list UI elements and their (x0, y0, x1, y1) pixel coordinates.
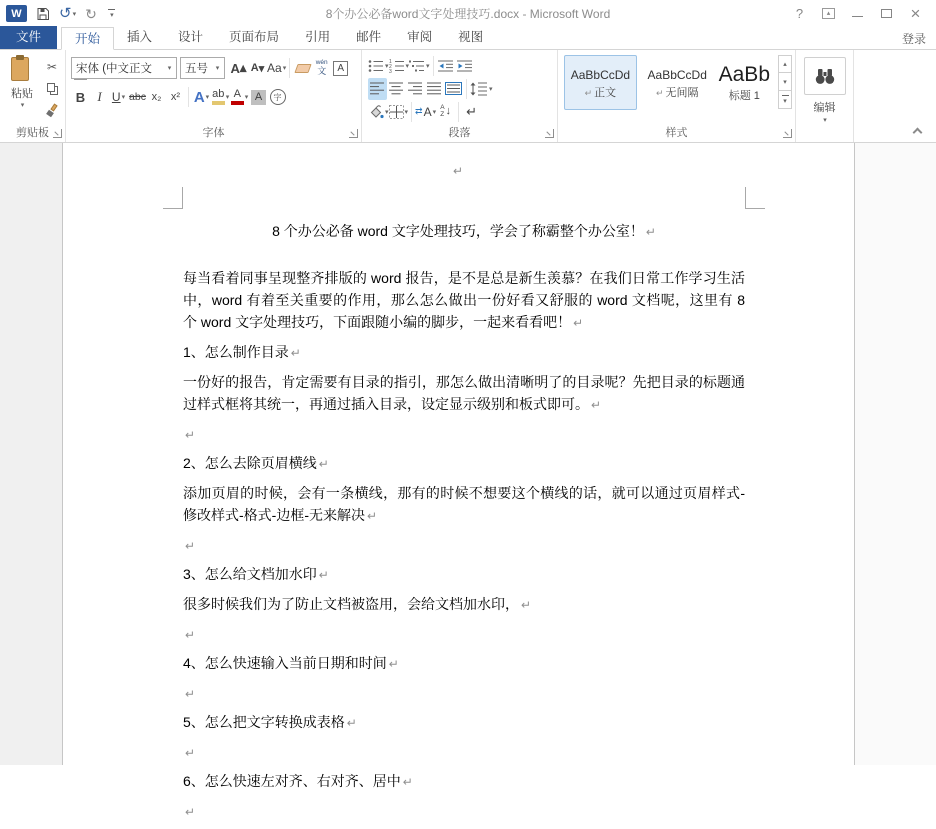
paragraph[interactable]: 1、怎么制作目录 ↵ (183, 344, 301, 360)
paragraph[interactable] (183, 741, 745, 763)
font-size-dropdown-icon: ▾ (215, 65, 220, 72)
paragraph-mark-icon: ↵ (290, 346, 301, 360)
paragraph-dialog-launcher[interactable] (545, 129, 554, 138)
font-group (66, 50, 362, 142)
styles-gallery-scroll (778, 55, 792, 110)
style-name: 正文 (594, 86, 617, 99)
paragraph[interactable]: 很多时候我们为了防止文档被盗用，会给文档加水印， ↵ (183, 596, 532, 612)
justify-icon (427, 82, 442, 95)
ribbon-display-icon: ▴ (822, 8, 835, 19)
borders-button[interactable]: ▾ (389, 101, 409, 123)
font-name-combobox[interactable] (71, 57, 177, 79)
tab-view[interactable]: 视图 (458, 30, 484, 44)
paragraph-mark-icon: ↵ (185, 428, 196, 442)
superscript-button[interactable] (166, 86, 185, 108)
align-left-icon (370, 82, 385, 95)
customize-qat-icon (108, 9, 115, 10)
numbering-button[interactable]: 1 2 3 ▾ (388, 58, 410, 75)
character-border-button[interactable] (331, 57, 350, 79)
cut-button[interactable] (42, 57, 62, 76)
save-icon (36, 7, 50, 21)
subscript-button[interactable] (147, 86, 166, 108)
save-button[interactable] (36, 7, 50, 21)
character-shading-button[interactable] (249, 86, 268, 108)
paragraph-mark-icon: ↵ (318, 568, 329, 582)
line-spacing-icon (470, 82, 488, 96)
tab-design[interactable]: 设计 (178, 30, 204, 44)
increase-indent-button[interactable] (456, 55, 475, 77)
font-name-dropdown-icon: ▾ (167, 65, 172, 72)
text-effects-icon: A (193, 88, 205, 106)
shrink-font-button[interactable]: A ▾ (250, 62, 265, 75)
canvas-left-margin (0, 143, 63, 765)
undo-icon: ↺ (59, 5, 72, 22)
paste-dropdown-icon: ▾ (20, 102, 25, 109)
find-button[interactable] (804, 57, 846, 95)
sign-in-link[interactable]: 登录 (901, 32, 926, 46)
collapse-ribbon-icon (913, 128, 923, 138)
paragraph[interactable] (183, 682, 745, 704)
show-hide-marks-button[interactable] (462, 101, 481, 123)
paragraph-mark-icon: ↵ (185, 539, 196, 553)
paragraph-mark-icon: ↵ (346, 716, 357, 730)
tab-mailings[interactable]: 邮件 (356, 30, 382, 44)
align-center-button[interactable] (387, 78, 406, 100)
ribbon (0, 50, 936, 143)
strikethrough-icon: abc (129, 91, 146, 103)
style-no-spacing[interactable]: AaBbCcDd ↵ 无间隔 (641, 55, 714, 110)
undo-button[interactable] (59, 6, 76, 21)
paragraph-mark-icon: ↵ (185, 628, 196, 642)
font-group-label: 字体 (202, 127, 225, 139)
clipboard-group (0, 50, 66, 142)
bullets-icon (368, 59, 384, 73)
line-spacing-button[interactable]: ▾ (470, 78, 493, 100)
window-controls (785, 0, 930, 27)
italic-icon: I (97, 89, 102, 104)
paragraph-mark-icon: ↵ (591, 398, 602, 412)
copy-icon (47, 83, 58, 95)
align-right-button[interactable] (406, 78, 425, 100)
binoculars-icon (814, 67, 836, 85)
styles-gallery-more-button[interactable]: ▾ (778, 91, 792, 109)
decrease-indent-icon (438, 60, 454, 72)
margin-crop-mark-top-right (745, 187, 765, 209)
styles-scroll-down-button[interactable]: ▾ (778, 73, 792, 91)
paragraph-mark-icon: ↵ (388, 657, 399, 671)
phonetic-guide-button[interactable] (312, 57, 331, 79)
linked-style-icon: ↵ (655, 87, 664, 98)
underline-button[interactable]: U ▾ (111, 90, 126, 104)
paragraph[interactable] (183, 534, 745, 556)
format-painter-icon (46, 104, 58, 117)
paragraph-mark-icon: ↵ (185, 687, 196, 701)
paragraph-mark-icon: ↵ (185, 746, 196, 760)
paragraph-group-label: 段落 (448, 127, 471, 139)
quick-access-toolbar (0, 5, 115, 22)
paragraph-mark-icon: ↵ (367, 509, 378, 523)
help-button[interactable] (785, 0, 814, 27)
sort-icon: A Z ↓ (440, 104, 452, 118)
paragraph[interactable]: 每当看着同事呈现整齐排版的 word 报告，是不是总是新生羡慕？在我们日常工作学习生活中，word 有着至关重要的作用，那么怎么做出一份好看又舒服的 word 文档呢，这里有 8 个 word 文字处理技巧，下面跟随小编的脚步，一起来看看吧！ ↵ (183, 270, 745, 330)
font-dialog-launcher[interactable] (349, 129, 358, 138)
paragraph[interactable]: 6、怎么快速左对齐、右对齐、居中 ↵ (183, 773, 413, 789)
paragraph-group (362, 50, 558, 142)
styles-scroll-up-button[interactable]: ▴ (778, 55, 792, 73)
align-center-icon (389, 82, 404, 95)
paragraph-mark-icon: ↵ (521, 598, 532, 612)
multilevel-list-icon (409, 59, 425, 73)
title-bar (0, 0, 936, 27)
paragraph[interactable] (183, 623, 745, 645)
tab-references[interactable]: 引用 (305, 30, 331, 44)
paragraph-mark-icon: ↵ (466, 103, 478, 119)
numbering-icon (389, 59, 405, 73)
ribbon-tab-bar (0, 27, 936, 50)
style-normal[interactable]: AaBbCcDd ↵ 正文 (564, 55, 637, 110)
help-icon: ? (795, 6, 804, 21)
superscript-icon: x² (170, 91, 181, 103)
svg-text:2: 2 (388, 63, 392, 70)
word-logo-icon[interactable]: W (6, 5, 27, 22)
shrink-font-icon: A (250, 62, 259, 74)
justify-button[interactable] (425, 78, 444, 100)
minimize-button[interactable] (843, 0, 872, 27)
clipboard-group-label: 剪贴板 (16, 127, 49, 139)
asian-layout-icon: ⇄ A (415, 104, 432, 119)
bullets-button[interactable]: ▾ (368, 55, 389, 77)
collapse-ribbon-button[interactable] (914, 127, 922, 135)
style-name: 标题 1 (728, 89, 760, 102)
highlight-button[interactable]: ab ▾ (211, 86, 230, 108)
clear-formatting-button[interactable] (293, 57, 312, 79)
character-border-icon: A (333, 61, 348, 76)
tab-file[interactable]: 文件 (0, 26, 57, 49)
decrease-indent-button[interactable] (437, 55, 456, 77)
bold-button[interactable] (71, 86, 90, 108)
tab-home[interactable]: 开始 (61, 27, 114, 50)
subscript-icon: x₂ (151, 91, 162, 103)
paragraph[interactable]: 3、怎么给文档加水印 ↵ (183, 566, 329, 582)
editing-group (796, 50, 854, 142)
paragraph[interactable]: 一份好的报告，肯定需要有目录的指引，那怎么做出清晰明了的目录呢？先把目录的标题通过样式框将其统一，再通过插入目录，设定显示级别和板式即可。 ↵ (183, 374, 745, 412)
paragraph-mark-icon: ↵ (402, 775, 413, 789)
shading-button[interactable]: ▾ (368, 101, 389, 123)
redo-icon: ↻ (85, 5, 97, 22)
strikethrough-button[interactable] (128, 86, 147, 108)
distribute-icon (445, 82, 462, 95)
margin-crop-mark-top-left (163, 187, 183, 209)
window-title: 8个办公必备word文字处理技巧.docx - Microsoft Word (325, 7, 611, 21)
close-button[interactable] (901, 0, 930, 27)
document-title-paragraph[interactable]: 8 个办公必备 word 文字处理技巧，学会了称霸整个办公室！ ↵ (272, 223, 656, 239)
paste-label: 粘贴 (11, 88, 33, 100)
format-painter-button[interactable] (42, 101, 62, 120)
paragraph[interactable]: 5、怎么把文字转换成表格 ↵ (183, 714, 357, 730)
enclose-characters-button[interactable] (268, 86, 287, 108)
paragraph-mark-icon: ↵ (453, 164, 464, 178)
font-color-icon: A (231, 89, 244, 105)
styles-group (558, 50, 796, 142)
enclose-characters-icon: 字 (270, 89, 286, 105)
borders-icon (389, 105, 404, 119)
maximize-icon (881, 9, 892, 18)
paste-clipboard-icon (11, 55, 33, 82)
increase-indent-icon (457, 60, 473, 72)
style-name: 无间隔 (665, 86, 699, 99)
style-heading-1[interactable]: AaBb 标题 1 (718, 55, 771, 110)
shading-bucket-icon (368, 105, 384, 119)
phonetic-guide-icon: wén 文 (315, 59, 328, 76)
maximize-button[interactable] (872, 0, 901, 27)
distribute-button[interactable] (444, 78, 463, 100)
sort-button[interactable] (436, 101, 455, 123)
grow-font-button[interactable]: A ▴ (230, 60, 247, 76)
paragraph[interactable] (183, 423, 745, 445)
editing-dropdown-icon: ▾ (823, 117, 827, 124)
minimize-icon (852, 16, 863, 17)
document-content (183, 218, 745, 829)
paragraph[interactable]: 2、怎么去除页眉横线 ↵ (183, 455, 329, 471)
ribbon-spacer (854, 50, 936, 142)
paragraph-mark-icon: ↵ (645, 225, 656, 239)
ribbon-display-options-button[interactable] (814, 0, 843, 27)
character-shading-icon: A (251, 90, 266, 105)
document-canvas (0, 143, 936, 819)
copy-button[interactable] (42, 79, 62, 98)
tab-page-layout[interactable]: 页面布局 (229, 30, 280, 44)
linked-style-icon: ↵ (584, 87, 593, 98)
italic-button[interactable] (90, 86, 109, 108)
undo-dropdown-icon: ▾ (72, 10, 77, 18)
close-icon: × (910, 4, 921, 23)
clipboard-dialog-launcher[interactable] (53, 129, 62, 138)
styles-group-label: 样式 (665, 127, 688, 139)
grow-font-icon: A (230, 60, 240, 76)
paragraph[interactable] (183, 800, 745, 822)
paragraph[interactable]: 4、怎么快速输入当前日期和时间 ↵ (183, 655, 399, 671)
font-color-button[interactable]: A ▾ (230, 86, 249, 108)
highlight-icon: ab (212, 89, 225, 105)
font-size-combobox[interactable] (180, 57, 225, 79)
font-size-value: 五号 (185, 63, 208, 75)
font-name-value: 宋体 (中文正文 (76, 63, 153, 75)
svg-text:3: 3 (388, 68, 392, 75)
align-left-button[interactable] (368, 78, 387, 100)
bold-icon: B (75, 89, 86, 105)
cut-icon: ✂ (46, 59, 58, 74)
styles-dialog-launcher[interactable] (783, 129, 792, 138)
document-page[interactable] (63, 143, 855, 819)
tab-insert[interactable]: 插入 (127, 30, 153, 44)
customize-qat-button[interactable]: ▾ (108, 9, 115, 19)
asian-layout-button[interactable]: ⇄ A ▾ (415, 104, 437, 119)
editing-group-button-label[interactable]: 编辑 (813, 102, 836, 114)
redo-button[interactable] (85, 7, 97, 21)
underline-icon: U (111, 90, 121, 104)
paragraph-mark-icon: ↵ (318, 457, 329, 471)
change-case-icon: Aa (267, 61, 282, 75)
paragraph-mark-icon: ↵ (573, 316, 584, 330)
multilevel-list-button[interactable]: ▾ (409, 55, 430, 77)
eraser-icon (294, 64, 311, 73)
text-effects-button[interactable]: A ▾ (193, 88, 210, 106)
align-right-icon (408, 82, 423, 95)
tab-review[interactable]: 审阅 (407, 30, 433, 44)
svg-text:1: 1 (388, 58, 392, 65)
paragraph[interactable]: 添加页眉的时候，会有一条横线，那有的时候不想要这个横线的话，就可以通过页眉样式-修改样式-格式-边框-无来解决 ↵ (183, 485, 745, 523)
paragraph-mark-icon: ↵ (185, 805, 196, 819)
change-case-button[interactable]: Aa ▾ (267, 61, 287, 75)
